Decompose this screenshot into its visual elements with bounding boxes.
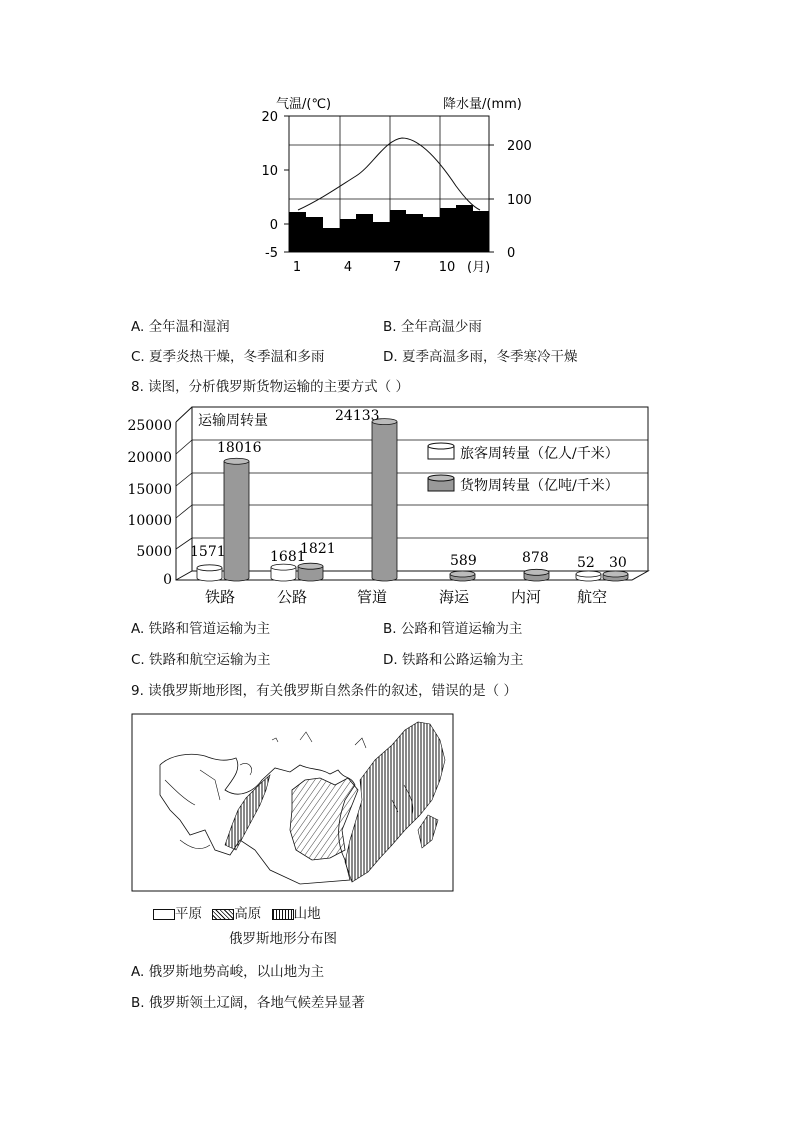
x-tick: 4 bbox=[343, 260, 353, 275]
category-label: 航空 bbox=[576, 588, 608, 606]
data-label: 18016 bbox=[217, 440, 262, 456]
right-tick: 0 bbox=[507, 246, 516, 261]
data-label: 52 bbox=[577, 555, 595, 571]
q7-option-d[interactable]: D. 夏季高温多雨，冬季寒冷干燥 bbox=[383, 349, 578, 365]
y-tick: 0 bbox=[163, 572, 172, 588]
legend-plain-label: 平原 bbox=[175, 906, 202, 922]
data-label: 589 bbox=[450, 553, 477, 569]
left-tick: 0 bbox=[269, 218, 278, 233]
svg-text:旅客周转量（亿人/千米）: 旅客周转量（亿人/千米） bbox=[460, 446, 619, 462]
passenger-bar bbox=[576, 571, 601, 581]
left-tick: 20 bbox=[261, 110, 278, 125]
legend-freight bbox=[428, 475, 619, 494]
left-tick: -5 bbox=[265, 246, 278, 261]
passenger-bar bbox=[271, 564, 296, 581]
x-tick: 7 bbox=[392, 260, 402, 275]
passenger-bar bbox=[197, 565, 222, 581]
category-label: 内河 bbox=[510, 588, 542, 606]
map-legend bbox=[153, 902, 321, 922]
transport-chart-title: 运输周转量 bbox=[198, 413, 268, 429]
left-axis-label: 气温/(℃) bbox=[276, 97, 332, 112]
q8-option-b[interactable]: B. 公路和管道运输为主 bbox=[383, 621, 523, 637]
freight-bar bbox=[372, 419, 397, 581]
q9-stem: 9. 读俄罗斯地形图，有关俄罗斯自然条件的叙述，错误的是（ ） bbox=[131, 683, 517, 699]
y-tick: 25000 bbox=[127, 418, 172, 434]
russia-terrain-map bbox=[130, 712, 456, 894]
q9-option-b[interactable]: B. 俄罗斯领土辽阔，各地气候差异显著 bbox=[131, 995, 365, 1011]
data-label: 1571 bbox=[190, 544, 226, 560]
legend-plateau-label: 高原 bbox=[234, 906, 262, 922]
data-label: 1681 bbox=[270, 549, 306, 565]
freight-bar bbox=[450, 571, 475, 581]
q8-option-c[interactable]: C. 铁路和航空运输为主 bbox=[131, 652, 271, 668]
data-label: 878 bbox=[522, 550, 549, 566]
q8-option-d[interactable]: D. 铁路和公路运输为主 bbox=[383, 652, 524, 668]
q7-option-c[interactable]: C. 夏季炎热干燥，冬季温和多雨 bbox=[131, 349, 325, 365]
q9-option-a[interactable]: A. 俄罗斯地势高峻，以山地为主 bbox=[131, 964, 325, 980]
category-label: 公路 bbox=[276, 588, 308, 606]
freight-bar bbox=[524, 569, 549, 581]
x-tick: 1 bbox=[292, 260, 302, 275]
q8-stem: 8. 读图，分析俄罗斯货物运输的主要方式（ ） bbox=[131, 379, 409, 395]
climate-chart bbox=[250, 88, 550, 278]
q7-option-a[interactable]: A. 全年温和湿润 bbox=[131, 319, 230, 335]
category-label: 铁路 bbox=[204, 588, 236, 606]
legend-plateau-swatch bbox=[212, 909, 234, 920]
legend-mountain-label: 山地 bbox=[293, 906, 321, 922]
legend-mountain-swatch bbox=[272, 909, 294, 920]
q7-option-b[interactable]: B. 全年高温少雨 bbox=[383, 319, 482, 335]
precipitation-bars bbox=[289, 205, 489, 252]
left-tick: 10 bbox=[261, 164, 278, 179]
y-tick: 15000 bbox=[127, 482, 172, 498]
y-tick: 5000 bbox=[136, 544, 172, 560]
y-tick: 20000 bbox=[127, 450, 172, 466]
right-tick: 100 bbox=[507, 193, 532, 208]
legend-plain-swatch bbox=[153, 909, 175, 920]
right-tick: 200 bbox=[507, 139, 532, 154]
transport-bars bbox=[197, 419, 628, 581]
x-unit: (月) bbox=[467, 260, 491, 275]
y-tick: 10000 bbox=[127, 513, 172, 529]
legend-passenger bbox=[428, 443, 619, 462]
right-axis-label: 降水量/(mm) bbox=[443, 97, 522, 112]
freight-bar bbox=[224, 458, 249, 581]
q8-option-a[interactable]: A. 铁路和管道运输为主 bbox=[131, 621, 271, 637]
freight-bar bbox=[603, 571, 628, 581]
category-label: 海运 bbox=[438, 588, 470, 606]
svg-text:货物周转量（亿吨/千米）: 货物周转量（亿吨/千米） bbox=[460, 478, 619, 494]
freight-bar bbox=[298, 563, 323, 581]
map-caption: 俄罗斯地形分布图 bbox=[229, 931, 337, 947]
x-tick: 10 bbox=[438, 260, 456, 275]
category-label: 管道 bbox=[356, 588, 388, 606]
data-label: 24133 bbox=[335, 408, 380, 424]
data-label: 30 bbox=[609, 555, 627, 571]
transport-chart bbox=[120, 400, 660, 610]
data-label: 1821 bbox=[300, 541, 336, 557]
